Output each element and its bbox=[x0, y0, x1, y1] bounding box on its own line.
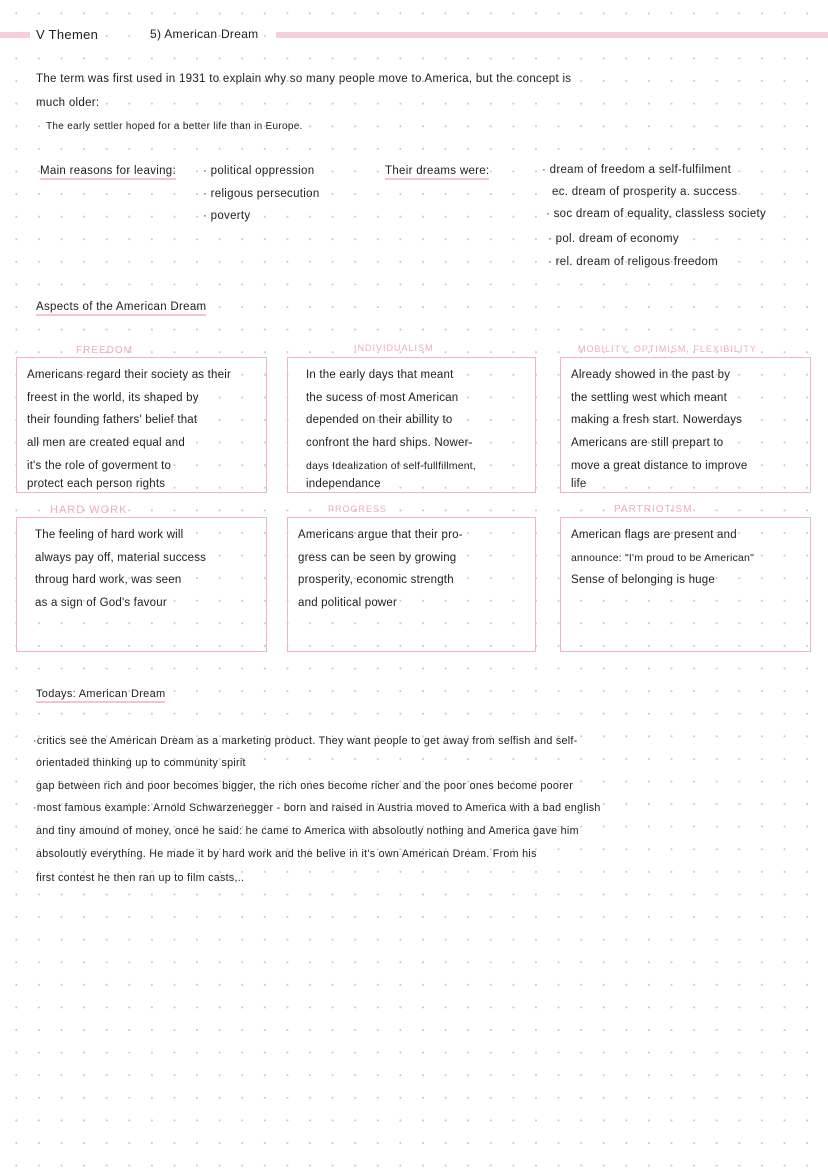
box-line: as a sign of God's favour bbox=[35, 597, 167, 610]
box-line: Sense of belonging is huge bbox=[571, 574, 715, 587]
box-line: Americans regard their society as their bbox=[27, 369, 232, 381]
box-label-mobility: MOBILITY, OPTIMISM, FLEXIBILITY bbox=[578, 344, 757, 354]
box-line: the settling west which meant bbox=[571, 391, 728, 404]
box-label-freedom: FREEDOM bbox=[76, 345, 133, 356]
box-line: life bbox=[571, 478, 587, 491]
chapter-label: V Themen bbox=[36, 27, 99, 42]
box-line: the sucess of most American bbox=[306, 391, 459, 404]
dream-item: · soc dream of equality, classless society bbox=[546, 208, 767, 220]
today-line: ·most famous example: Arnold Schwarzenegger - born and raised in Austria moved to America with a bad english bbox=[33, 802, 601, 814]
box-line: announce: "I'm proud to be American" bbox=[571, 551, 755, 564]
today-line: orientaded thinking up to community spirit bbox=[36, 757, 246, 769]
box-line: move a great distance to improve bbox=[571, 459, 748, 472]
page-title: 5) American Dream bbox=[150, 27, 259, 41]
box-line: Americans are still prepart to bbox=[571, 437, 724, 450]
aspect-box-hard-work bbox=[16, 517, 267, 652]
dream-item: · pol. dream of economy bbox=[548, 233, 679, 245]
box-label-individualism: INDIVIDUALISM bbox=[354, 343, 434, 353]
box-line: days Idealization of self-fullfillment, bbox=[306, 459, 477, 472]
reasons-label: Main reasons for leaving: bbox=[40, 165, 176, 180]
box-line: protect each person rights bbox=[27, 478, 166, 491]
intro-line: much older: bbox=[36, 97, 100, 109]
box-line: independance bbox=[306, 478, 381, 491]
aspect-box-individualism bbox=[287, 357, 536, 493]
reason-item: · religous persecution bbox=[203, 188, 320, 200]
box-line: American flags are present and bbox=[571, 529, 737, 541]
box-line: Already showed in the past by bbox=[571, 369, 731, 381]
box-line: making a fresh start. Nowerdays bbox=[571, 414, 743, 427]
box-line: all men are created equal and bbox=[27, 437, 185, 450]
intro-line: The term was first used in 1931 to explain why so many people move to America, but the concept is bbox=[36, 73, 572, 85]
box-label-hard-work: HARD WORK bbox=[50, 504, 128, 516]
reason-item: · poverty bbox=[203, 210, 251, 222]
box-line: Americans argue that their pro- bbox=[298, 529, 463, 541]
aspect-box-patriotism bbox=[560, 517, 811, 652]
today-line: and tiny amound of money, once he said: he came to America with absoloutly nothing and America gave him bbox=[36, 825, 579, 837]
box-label-patriotism: PARTRIOTISM bbox=[614, 504, 693, 515]
today-line: first contest he then ran up to film casts,.. bbox=[36, 872, 245, 884]
dream-item: ec. dream of prosperity a. success bbox=[552, 186, 738, 198]
today-line: ·critics see the American Dream as a marketing product. They want people to get away from selfish and self- bbox=[33, 735, 578, 747]
box-line: freest in the world, its shaped by bbox=[27, 391, 199, 404]
aspect-box-progress bbox=[287, 517, 536, 652]
highlight-left bbox=[0, 32, 30, 38]
box-line: The feeling of hard work will bbox=[35, 529, 184, 541]
box-line: it's the role of goverment to bbox=[27, 459, 172, 472]
dream-item: · dream of freedom a self-fulfilment bbox=[542, 164, 732, 176]
box-line: prosperity, economic strength bbox=[298, 574, 454, 587]
today-line: gap between rich and poor becomes bigger, the rich ones become richer and the poor ones become poorer bbox=[36, 780, 574, 792]
box-line: depended on their abillity to bbox=[306, 414, 453, 427]
box-line: their founding fathers' belief that bbox=[27, 414, 198, 427]
aspects-heading: Aspects of the American Dream bbox=[36, 301, 206, 316]
box-line: and political power bbox=[298, 597, 398, 610]
box-line: always pay off, material success bbox=[35, 551, 207, 564]
aspect-box-mobility bbox=[560, 357, 811, 493]
aspect-box-freedom bbox=[16, 357, 267, 493]
highlight-right bbox=[276, 32, 828, 38]
dream-item: · rel. dream of religous freedom bbox=[548, 256, 719, 268]
today-heading: Todays: American Dream bbox=[36, 688, 165, 703]
box-line: In the early days that meant bbox=[306, 369, 454, 381]
box-label-progress: PROGRESS bbox=[328, 504, 388, 514]
box-line: confront the hard ships. Nower- bbox=[306, 437, 473, 450]
intro-note: The early settler hoped for a better life than in Europe. bbox=[46, 121, 303, 132]
today-line: absoloutly everything. He made it by hard work and the belive in it's own American Dream. From his bbox=[36, 848, 537, 860]
box-line: throug hard work, was seen bbox=[35, 574, 182, 587]
reason-item: · political oppression bbox=[203, 165, 315, 177]
dreams-label: Their dreams were: bbox=[385, 165, 489, 180]
box-line: gress can be seen by growing bbox=[298, 551, 457, 564]
